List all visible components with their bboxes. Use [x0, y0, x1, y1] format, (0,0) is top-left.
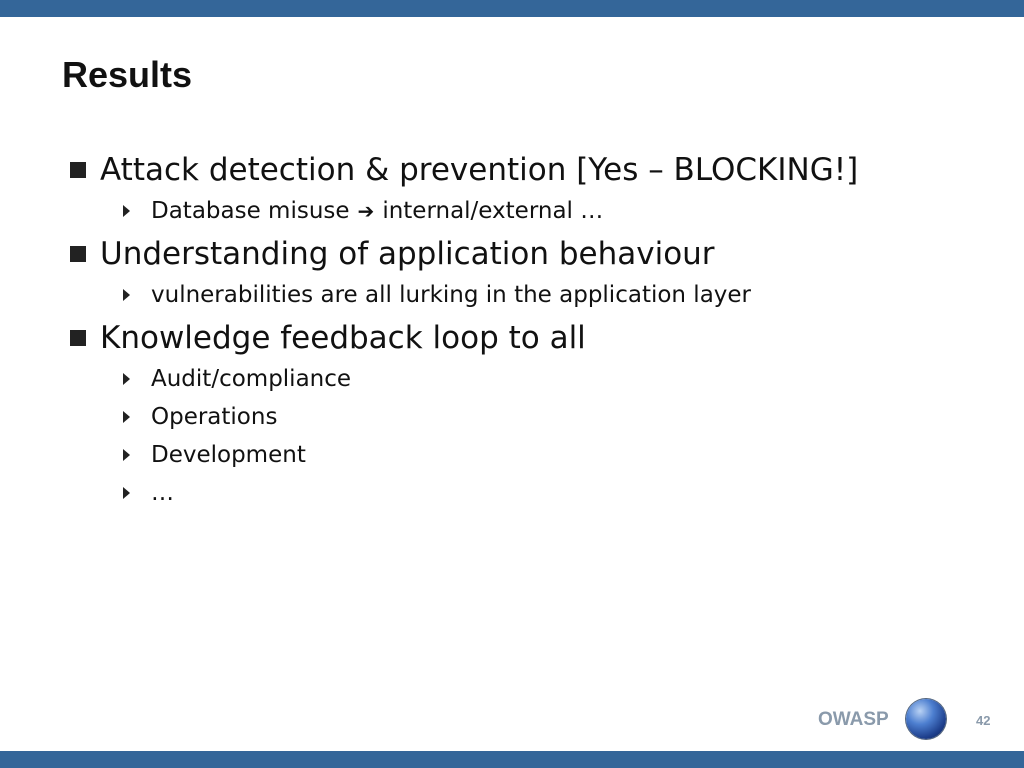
owasp-globe-icon — [906, 699, 946, 739]
sub-bullet-text-after: internal/external … — [382, 198, 604, 224]
sub-bullet-text: vulnerabilities are all lurking in the application layer — [151, 282, 752, 308]
triangle-bullet-icon — [123, 373, 137, 385]
sub-bullet-text: Audit/compliance — [151, 366, 352, 392]
sub-bullet-text-before: Database misuse — [151, 198, 350, 224]
bottom-bar — [0, 751, 1024, 768]
triangle-bullet-icon — [123, 205, 137, 217]
triangle-bullet-icon — [123, 487, 137, 499]
sub-bullet-item — [70, 398, 990, 436]
sub-bullet-text: Operations — [151, 404, 278, 430]
sub-bullet-text: … — [151, 480, 174, 506]
sub-bullet-item — [70, 474, 990, 512]
slide-title: Results — [62, 54, 193, 95]
sub-bullet-item — [70, 276, 990, 314]
top-bar — [0, 0, 1024, 17]
triangle-bullet-icon — [123, 411, 137, 423]
sub-bullet-text: Development — [151, 442, 306, 468]
bullet-text: Knowledge feedback loop to all — [100, 320, 586, 356]
triangle-bullet-icon — [123, 449, 137, 461]
triangle-bullet-icon — [123, 289, 137, 301]
bullet-list — [70, 148, 990, 512]
square-bullet-icon — [70, 162, 86, 178]
sub-bullet-item — [70, 192, 990, 230]
sub-bullet-item — [70, 436, 990, 474]
sub-bullet-item — [70, 360, 990, 398]
page-number: 42 — [976, 713, 991, 728]
bullet-item — [70, 316, 990, 360]
bullet-item — [70, 148, 990, 192]
square-bullet-icon — [70, 246, 86, 262]
bullet-text: Attack detection & prevention [Yes – BLOCKING!] — [100, 152, 859, 188]
bullet-item — [70, 232, 990, 276]
footer-brand: OWASP — [818, 709, 889, 730]
square-bullet-icon — [70, 330, 86, 346]
bullet-text: Understanding of application behaviour — [100, 236, 715, 272]
right-arrow-icon: ➔ — [357, 199, 375, 223]
